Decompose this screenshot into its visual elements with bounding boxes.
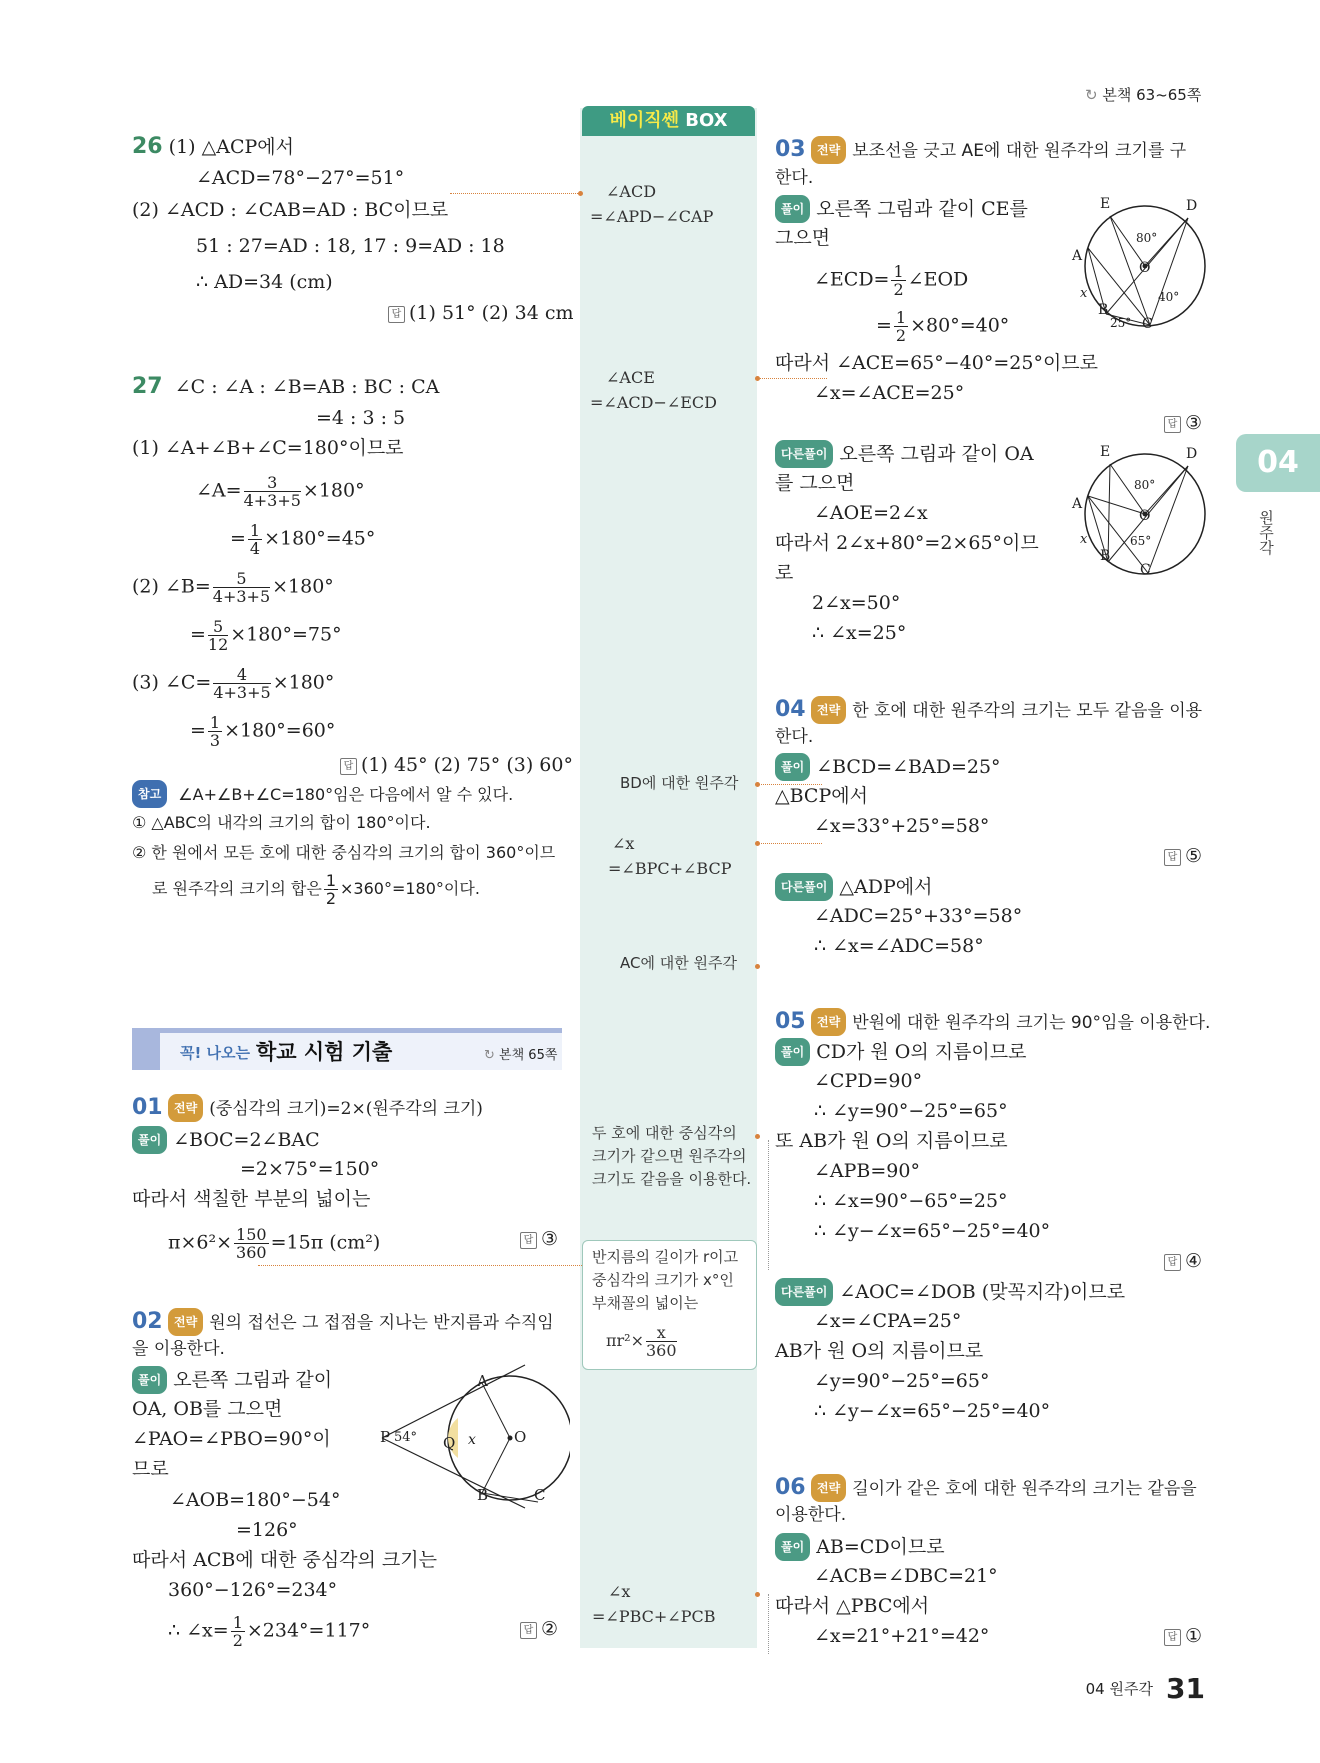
figure-label: 80° — [1136, 231, 1158, 245]
answer-icon: 답 — [520, 1232, 537, 1249]
solution-line: 이용한다. — [775, 1505, 847, 1525]
solution-line: = $\frac{1}{4}$ ×180°=45° — [230, 521, 376, 558]
figure-label: C — [1140, 562, 1151, 578]
solution-line: π×6²× $\frac{150}{360}$ =15π (cm²) — [168, 1225, 381, 1262]
center-note: =∠ACD−∠ECD — [590, 393, 717, 412]
solution-line: ∴ ∠y−∠x=65°−25°=40° — [814, 1220, 1051, 1242]
solution-line: 풀이 CD가 원 O의 지름이므로 — [775, 1038, 1027, 1066]
alt-solution-line: 다른풀이 △ADP에서 — [775, 873, 932, 901]
alt-solution-line: ∠ADC=25°+33°=58° — [814, 905, 1023, 927]
problem-05: 05 전략 반원에 대한 원주각의 크기는 90°임을 이용한다. — [775, 1009, 1211, 1034]
connector-line — [258, 1265, 582, 1266]
answer: 답 ① — [1164, 1623, 1202, 1649]
solution-line: 따라서 ∠ACE=65°−40°=25°이므로 — [775, 352, 1099, 374]
figure-label: D — [1186, 446, 1198, 462]
refresh-icon: ↻ — [484, 1048, 495, 1063]
solution-line: = $\frac{1}{2}$ ×80°=40° — [876, 308, 1010, 345]
figure-label: E — [1100, 196, 1111, 212]
problem-26: 26 (1) △ACP에서 — [132, 134, 294, 159]
answer: 답 ④ — [1164, 1248, 1202, 1274]
solution-line: (1) ∠A+∠B+∠C=180°이므로 — [132, 437, 404, 459]
answer: 답 ② — [520, 1616, 558, 1642]
solution-line: (2) ∠B= $\frac{5}{4+3+5}$ ×180° — [132, 569, 334, 606]
solution-line: 풀이 AB=CD이므로 — [775, 1533, 945, 1561]
solution-line: =126° — [236, 1519, 298, 1541]
chapter-label: 원주각 — [1257, 510, 1275, 555]
figure-label: E — [1100, 444, 1111, 460]
solution-line: 따라서 △PBC에서 — [775, 1595, 930, 1617]
solution-line: ∠PAO=∠PBO=90°이 — [132, 1428, 331, 1450]
alt-solution-line: 2∠x=50° — [812, 592, 901, 614]
connector-line — [768, 1594, 769, 1654]
alt-solution-line: 따라서 2∠x+80°=2×65°이므 — [775, 532, 1039, 554]
figure-label: 80° — [1134, 478, 1156, 492]
connector-line — [768, 1140, 769, 1270]
center-note: AC에 대한 원주각 — [620, 954, 737, 972]
solution-line: 따라서 색칠한 부분의 넓이는 — [132, 1188, 371, 1210]
connector-line — [757, 378, 827, 379]
solution-line: ∠APB=90° — [814, 1160, 920, 1182]
connector-dot — [578, 191, 583, 196]
figure-label: O — [1139, 508, 1151, 524]
solution-line: ∠x=33°+25°=58° — [814, 815, 990, 837]
center-note: =∠APD−∠CAP — [590, 207, 714, 226]
alt-solution-line: AB가 원 O의 지름이므로 — [775, 1340, 984, 1362]
figure-label: D — [1186, 198, 1198, 214]
solution-line: ∠AOB=180°−54° — [170, 1489, 341, 1511]
refresh-icon: ↻ — [1085, 86, 1098, 104]
reference-note: ① △ABC의 내각의 크기의 합이 180°이다. — [132, 813, 431, 832]
answer: 답 ③ — [1164, 410, 1202, 436]
solution-line: 을 이용한다. — [132, 1339, 225, 1359]
solution-line: ∠x=21°+21°=42° — [814, 1625, 990, 1647]
figure-label: O — [514, 1428, 527, 1446]
figure-label: x — [1080, 532, 1088, 547]
figure-label: 54° — [394, 1430, 418, 1445]
connector-dot — [755, 782, 760, 787]
reference-note: 참고 ∠A+∠B+∠C=180°임은 다음에서 알 수 있다. — [132, 780, 513, 808]
section-title: 꼭! 나오는 — [180, 1044, 251, 1062]
figure-label: C — [534, 1486, 546, 1504]
center-note: ∠x — [608, 1582, 631, 1601]
center-note: ∠x — [612, 834, 635, 853]
answer: 답 (1) 45° (2) 75° (3) 60° — [340, 752, 573, 778]
answer: 답 ③ — [520, 1226, 558, 1252]
connector-line — [450, 193, 580, 194]
solution-line: (2) ∠ACD : ∠CAB=AD : BC이므로 — [132, 199, 449, 221]
reference-note: ② 한 원에서 모든 호에 대한 중심각의 크기의 합이 360°이므 — [132, 843, 556, 862]
page-reference: ↻ 본책 63~65쪽 — [1085, 86, 1202, 104]
solution-line: 또 AB가 원 O의 지름이므로 — [775, 1130, 1008, 1152]
solution-line: ∠CPD=90° — [814, 1070, 923, 1092]
figure-label: A — [1072, 496, 1083, 512]
center-note: ∠ACD — [606, 182, 657, 201]
figure-label: O — [1139, 260, 1151, 276]
connector-dot — [755, 841, 760, 846]
figure-label: B — [1098, 302, 1109, 318]
center-note: ∠ACE — [606, 368, 655, 387]
solution-line: 풀이 오른쪽 그림과 같이 — [132, 1366, 332, 1394]
alt-solution-line: ∴ ∠y−∠x=65°−25°=40° — [814, 1400, 1051, 1422]
solution-line: 한다. — [775, 168, 814, 188]
page-number: 31 — [1166, 1672, 1205, 1705]
problem-01: 01 전략 (중심각의 크기)=2×(원주각의 크기) — [132, 1095, 483, 1120]
problem-27: 27 ∠C : ∠A : ∠B=AB : BC : CA — [132, 374, 440, 399]
box-title: 베이직쎈 BOX — [582, 106, 755, 136]
solution-line: ∴ ∠x=90°−65°=25° — [814, 1190, 1008, 1212]
answer-icon: 답 — [1164, 1254, 1181, 1271]
answer: 답 (1) 51° (2) 34 cm — [388, 300, 574, 326]
answer: 답 ⑤ — [1164, 843, 1202, 869]
figure-label: Q — [443, 1434, 456, 1452]
solution-line: OA, OB를 그으면 — [132, 1398, 283, 1420]
answer-icon: 답 — [1164, 1629, 1181, 1646]
solution-line: 그으면 — [775, 227, 831, 249]
alt-solution-line: 를 그으면 — [775, 472, 855, 494]
connector-dot — [755, 1134, 760, 1139]
connector-dot — [755, 376, 760, 381]
alt-solution-line: ∠x=∠CPA=25° — [814, 1310, 962, 1332]
solution-line: ∠x=∠ACE=25° — [814, 382, 965, 404]
problem-04: 04 전략 한 호에 대한 원주각의 크기는 모두 같음을 이용 — [775, 697, 1203, 722]
figure-label: A — [477, 1372, 488, 1390]
figure-label: B — [1100, 548, 1111, 564]
solution-line: =4 : 3 : 5 — [316, 407, 406, 429]
problem-02: 02 전략 원의 접선은 그 접점을 지나는 반지름과 수직임 — [132, 1309, 554, 1334]
answer-icon: 답 — [1164, 416, 1181, 433]
solution-line: 풀이 ∠BCD=∠BAD=25° — [775, 753, 1001, 781]
connector-line — [757, 843, 822, 844]
alt-solution-line: ∠y=90°−25°=65° — [814, 1370, 990, 1392]
problem-03: 03 전략 보조선을 긋고 AE에 대한 원주각의 크기를 구 — [775, 137, 1187, 162]
solution-line: ∠A= $\frac{3}{4+3+5}$ ×180° — [196, 473, 365, 510]
figure-label: P — [380, 1428, 391, 1446]
solution-line: ∴ ∠x= $\frac{1}{2}$ ×234°=117° — [168, 1613, 371, 1650]
figure-label: x — [1080, 286, 1088, 301]
connector-dot — [755, 964, 760, 969]
figure-label: 25° — [1110, 316, 1132, 330]
solution-line: △BCP에서 — [775, 785, 868, 807]
solution-line: = $\frac{1}{3}$ ×180°=60° — [190, 713, 336, 750]
figure-label: 40° — [1158, 290, 1180, 304]
center-note: =∠PBC+∠PCB — [592, 1607, 716, 1626]
solution-line: =2×75°=150° — [240, 1158, 380, 1180]
solution-line: ∠ACB=∠DBC=21° — [814, 1565, 998, 1587]
solution-line: 풀이 오른쪽 그림과 같이 CE를 — [775, 195, 1028, 223]
alt-solution-line: 다른풀이 오른쪽 그림과 같이 OA — [775, 440, 1034, 468]
center-note: 반지름의 길이가 r이고 중심각의 크기가 x°인 부채꼴의 넓이는 — [592, 1248, 739, 1312]
solution-line: 한다. — [775, 727, 814, 747]
answer-icon: 답 — [340, 758, 357, 775]
sector-area-formula: πr²× $\frac{x}{360}$ — [606, 1323, 677, 1360]
solution-line: 51 : 27=AD : 18, 17 : 9=AD : 18 — [196, 235, 505, 257]
solution-line: ∴ AD=34 (cm) — [196, 271, 333, 293]
section-heading: 학교 시험 기출 — [256, 1040, 393, 1064]
answer-icon: 답 — [520, 1622, 537, 1639]
figure-label: A — [1072, 248, 1083, 264]
footer-chapter: 04 원주각 — [1085, 1680, 1153, 1698]
answer-icon: 답 — [388, 306, 405, 323]
solution-line: 므로 — [132, 1458, 169, 1480]
solution-line: 따라서 ACB에 대한 중심각의 크기는 — [132, 1549, 437, 1571]
page-footer — [1086, 1672, 1205, 1705]
answer-icon: 답 — [1164, 849, 1181, 866]
center-note: 두 호에 대한 중심각의 크기가 같으면 원주각의 크기도 같음을 이용한다. — [592, 1124, 752, 1188]
solution-line: ∠ACD=78°−27°=51° — [196, 167, 405, 189]
figure-label: 65° — [1130, 534, 1152, 548]
center-note: =∠BPC+∠BCP — [608, 859, 732, 878]
solution-line: = $\frac{5}{12}$ ×180°=75° — [190, 617, 342, 654]
alt-solution-line: ∴ ∠x=25° — [812, 622, 907, 644]
alt-solution-line: 로 — [775, 562, 794, 584]
connector-dot — [755, 1592, 760, 1597]
figure-label: C — [1142, 316, 1153, 332]
reference-note: 로 원주각의 크기의 합은 $\frac{1}{2}$ ×360°=180°이다. — [152, 871, 480, 908]
solution-line: ∠ECD= $\frac{1}{2}$ ∠EOD — [814, 262, 969, 299]
alt-solution-line: ∠AOE=2∠x — [814, 502, 928, 524]
solution-line: (3) ∠C= $\frac{4}{4+3+5}$ ×180° — [132, 665, 335, 702]
alt-solution-line: ∴ ∠x=∠ADC=58° — [814, 935, 984, 957]
alt-solution-line: 다른풀이 ∠AOC=∠DOB (맞꼭지각)이므로 — [775, 1278, 1125, 1306]
figure-label: B — [477, 1486, 489, 1504]
solution-line: 풀이 ∠BOC=2∠BAC — [132, 1126, 320, 1154]
problem-06: 06 전략 길이가 같은 호에 대한 원주각의 크기는 같음을 — [775, 1475, 1197, 1500]
solution-line: ∴ ∠y=90°−25°=65° — [814, 1100, 1008, 1122]
chapter-tab: 04 — [1236, 434, 1320, 492]
figure-label: x — [468, 1432, 476, 1448]
section-reference: ↻ 본책 65쪽 — [484, 1048, 558, 1063]
center-note: BD에 대한 원주각 — [620, 774, 739, 792]
solution-line: 360°−126°=234° — [168, 1579, 338, 1601]
